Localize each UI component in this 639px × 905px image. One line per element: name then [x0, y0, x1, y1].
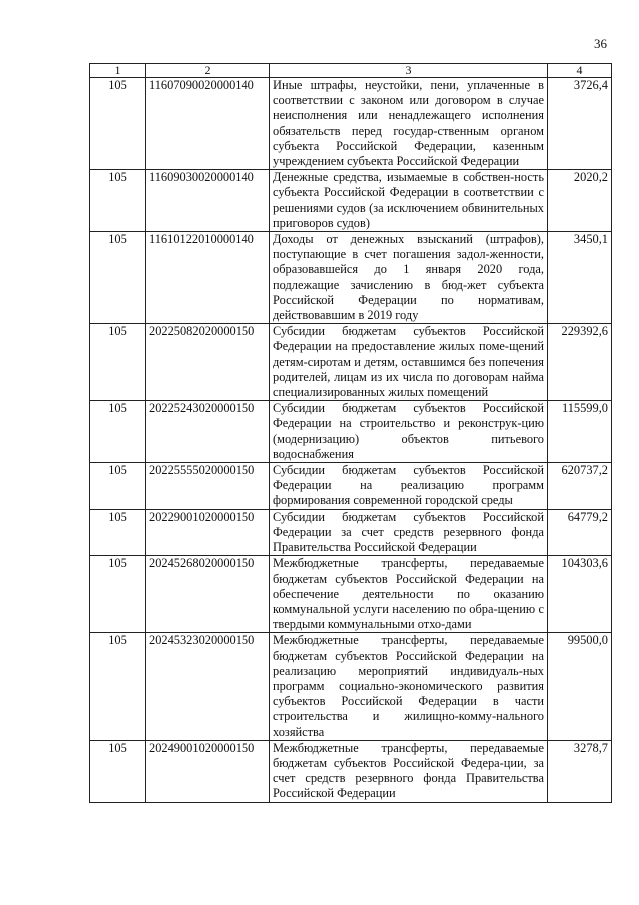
column-header-4: 4	[548, 64, 612, 78]
table-row	[90, 401, 612, 463]
amount-cell: 620737,2	[548, 463, 612, 510]
table-row	[90, 78, 612, 170]
table-row	[90, 170, 612, 232]
amount-cell: 3726,4	[548, 78, 612, 170]
admin-code-cell: 105	[90, 232, 146, 324]
table-row	[90, 324, 612, 401]
column-header-2: 2	[146, 64, 270, 78]
table-row	[90, 509, 612, 556]
column-header-3: 3	[270, 64, 548, 78]
table-row	[90, 463, 612, 510]
admin-code-cell: 105	[90, 401, 146, 463]
classification-code-cell: 20245323020000150	[146, 633, 270, 740]
admin-code-cell: 105	[90, 78, 146, 170]
amount-cell: 64779,2	[548, 509, 612, 556]
description-cell: Субсидии бюджетам субъектов Российской Федерации на строительство и реконструк-цию (модернизацию) объектов питьевого водоснабжения	[270, 401, 548, 463]
revenue-table	[89, 63, 612, 803]
classification-code-cell: 20229001020000150	[146, 509, 270, 556]
admin-code-cell: 105	[90, 463, 146, 510]
amount-cell: 99500,0	[548, 633, 612, 740]
description-cell: Денежные средства, изымаемые в собствен-ность субъекта Российской Федерации в соответствии с решениями судов (за исключением обвинительных приговоров судов)	[270, 170, 548, 232]
admin-code-cell: 105	[90, 556, 146, 633]
amount-cell: 2020,2	[548, 170, 612, 232]
description-cell: Межбюджетные трансферты, передаваемые бюджетам субъектов Российской Федера-ции, за счет средств резервного фонда Правительства Российской Федерации	[270, 740, 548, 802]
column-header-1: 1	[90, 64, 146, 78]
page-number: 36	[594, 36, 607, 51]
admin-code-cell: 105	[90, 509, 146, 556]
description-cell: Доходы от денежных взысканий (штрафов), поступающие в счет погашения задол-женности, образовавшейся до 1 января 2020 года, подлежащие зачислению в бюд-жет субъекта Российской Федерации по нормативам, действовавшим в 2019 году	[270, 232, 548, 324]
admin-code-cell: 105	[90, 740, 146, 802]
table-header-row	[90, 64, 612, 78]
admin-code-cell: 105	[90, 170, 146, 232]
classification-code-cell: 20225082020000150	[146, 324, 270, 401]
description-cell: Субсидии бюджетам субъектов Российской Федерации за счет средств резервного фонда Правительства Российской Федерации	[270, 509, 548, 556]
classification-code-cell: 11610122010000140	[146, 232, 270, 324]
classification-code-cell: 11607090020000140	[146, 78, 270, 170]
classification-code-cell: 20225555020000150	[146, 463, 270, 510]
description-cell: Межбюджетные трансферты, передаваемые бюджетам субъектов Российской Федерации на обеспечение деятельности по оказанию коммунальной услуги населению по обра-щению с твердыми коммунальными отхо-дами	[270, 556, 548, 633]
classification-code-cell: 20245268020000150	[146, 556, 270, 633]
description-cell: Субсидии бюджетам субъектов Российской Федерации на предоставление жилых поме-щений детям-сиротам и детям, оставшимся без попечения родителей, лицам из их числа по договорам найма специализированных жилых помещений	[270, 324, 548, 401]
table-row	[90, 556, 612, 633]
table-row	[90, 633, 612, 740]
description-cell: Межбюджетные трансферты, передаваемые бюджетам субъектов Российской Федерации на реализацию мероприятий индивидуаль-ных программ социально-экономического развития субъектов Российской Федерации в части строительства и жилищно-комму-нального хозяйства	[270, 633, 548, 740]
description-cell: Субсидии бюджетам субъектов Российской Федерации на реализацию программ формирования современной городской среды	[270, 463, 548, 510]
table-row	[90, 740, 612, 802]
classification-code-cell: 11609030020000140	[146, 170, 270, 232]
amount-cell: 229392,6	[548, 324, 612, 401]
amount-cell: 104303,6	[548, 556, 612, 633]
amount-cell: 3278,7	[548, 740, 612, 802]
admin-code-cell: 105	[90, 633, 146, 740]
table-row	[90, 232, 612, 324]
description-cell: Иные штрафы, неустойки, пени, уплаченные в соответствии с законом или договором в случае неисполнения или ненадлежащего исполнения обязательств перед государ-ственным органом субъекта Российской Федерации, казенным учреждением субъекта Российской Федерации	[270, 78, 548, 170]
admin-code-cell: 105	[90, 324, 146, 401]
amount-cell: 115599,0	[548, 401, 612, 463]
classification-code-cell: 20225243020000150	[146, 401, 270, 463]
amount-cell: 3450,1	[548, 232, 612, 324]
classification-code-cell: 20249001020000150	[146, 740, 270, 802]
